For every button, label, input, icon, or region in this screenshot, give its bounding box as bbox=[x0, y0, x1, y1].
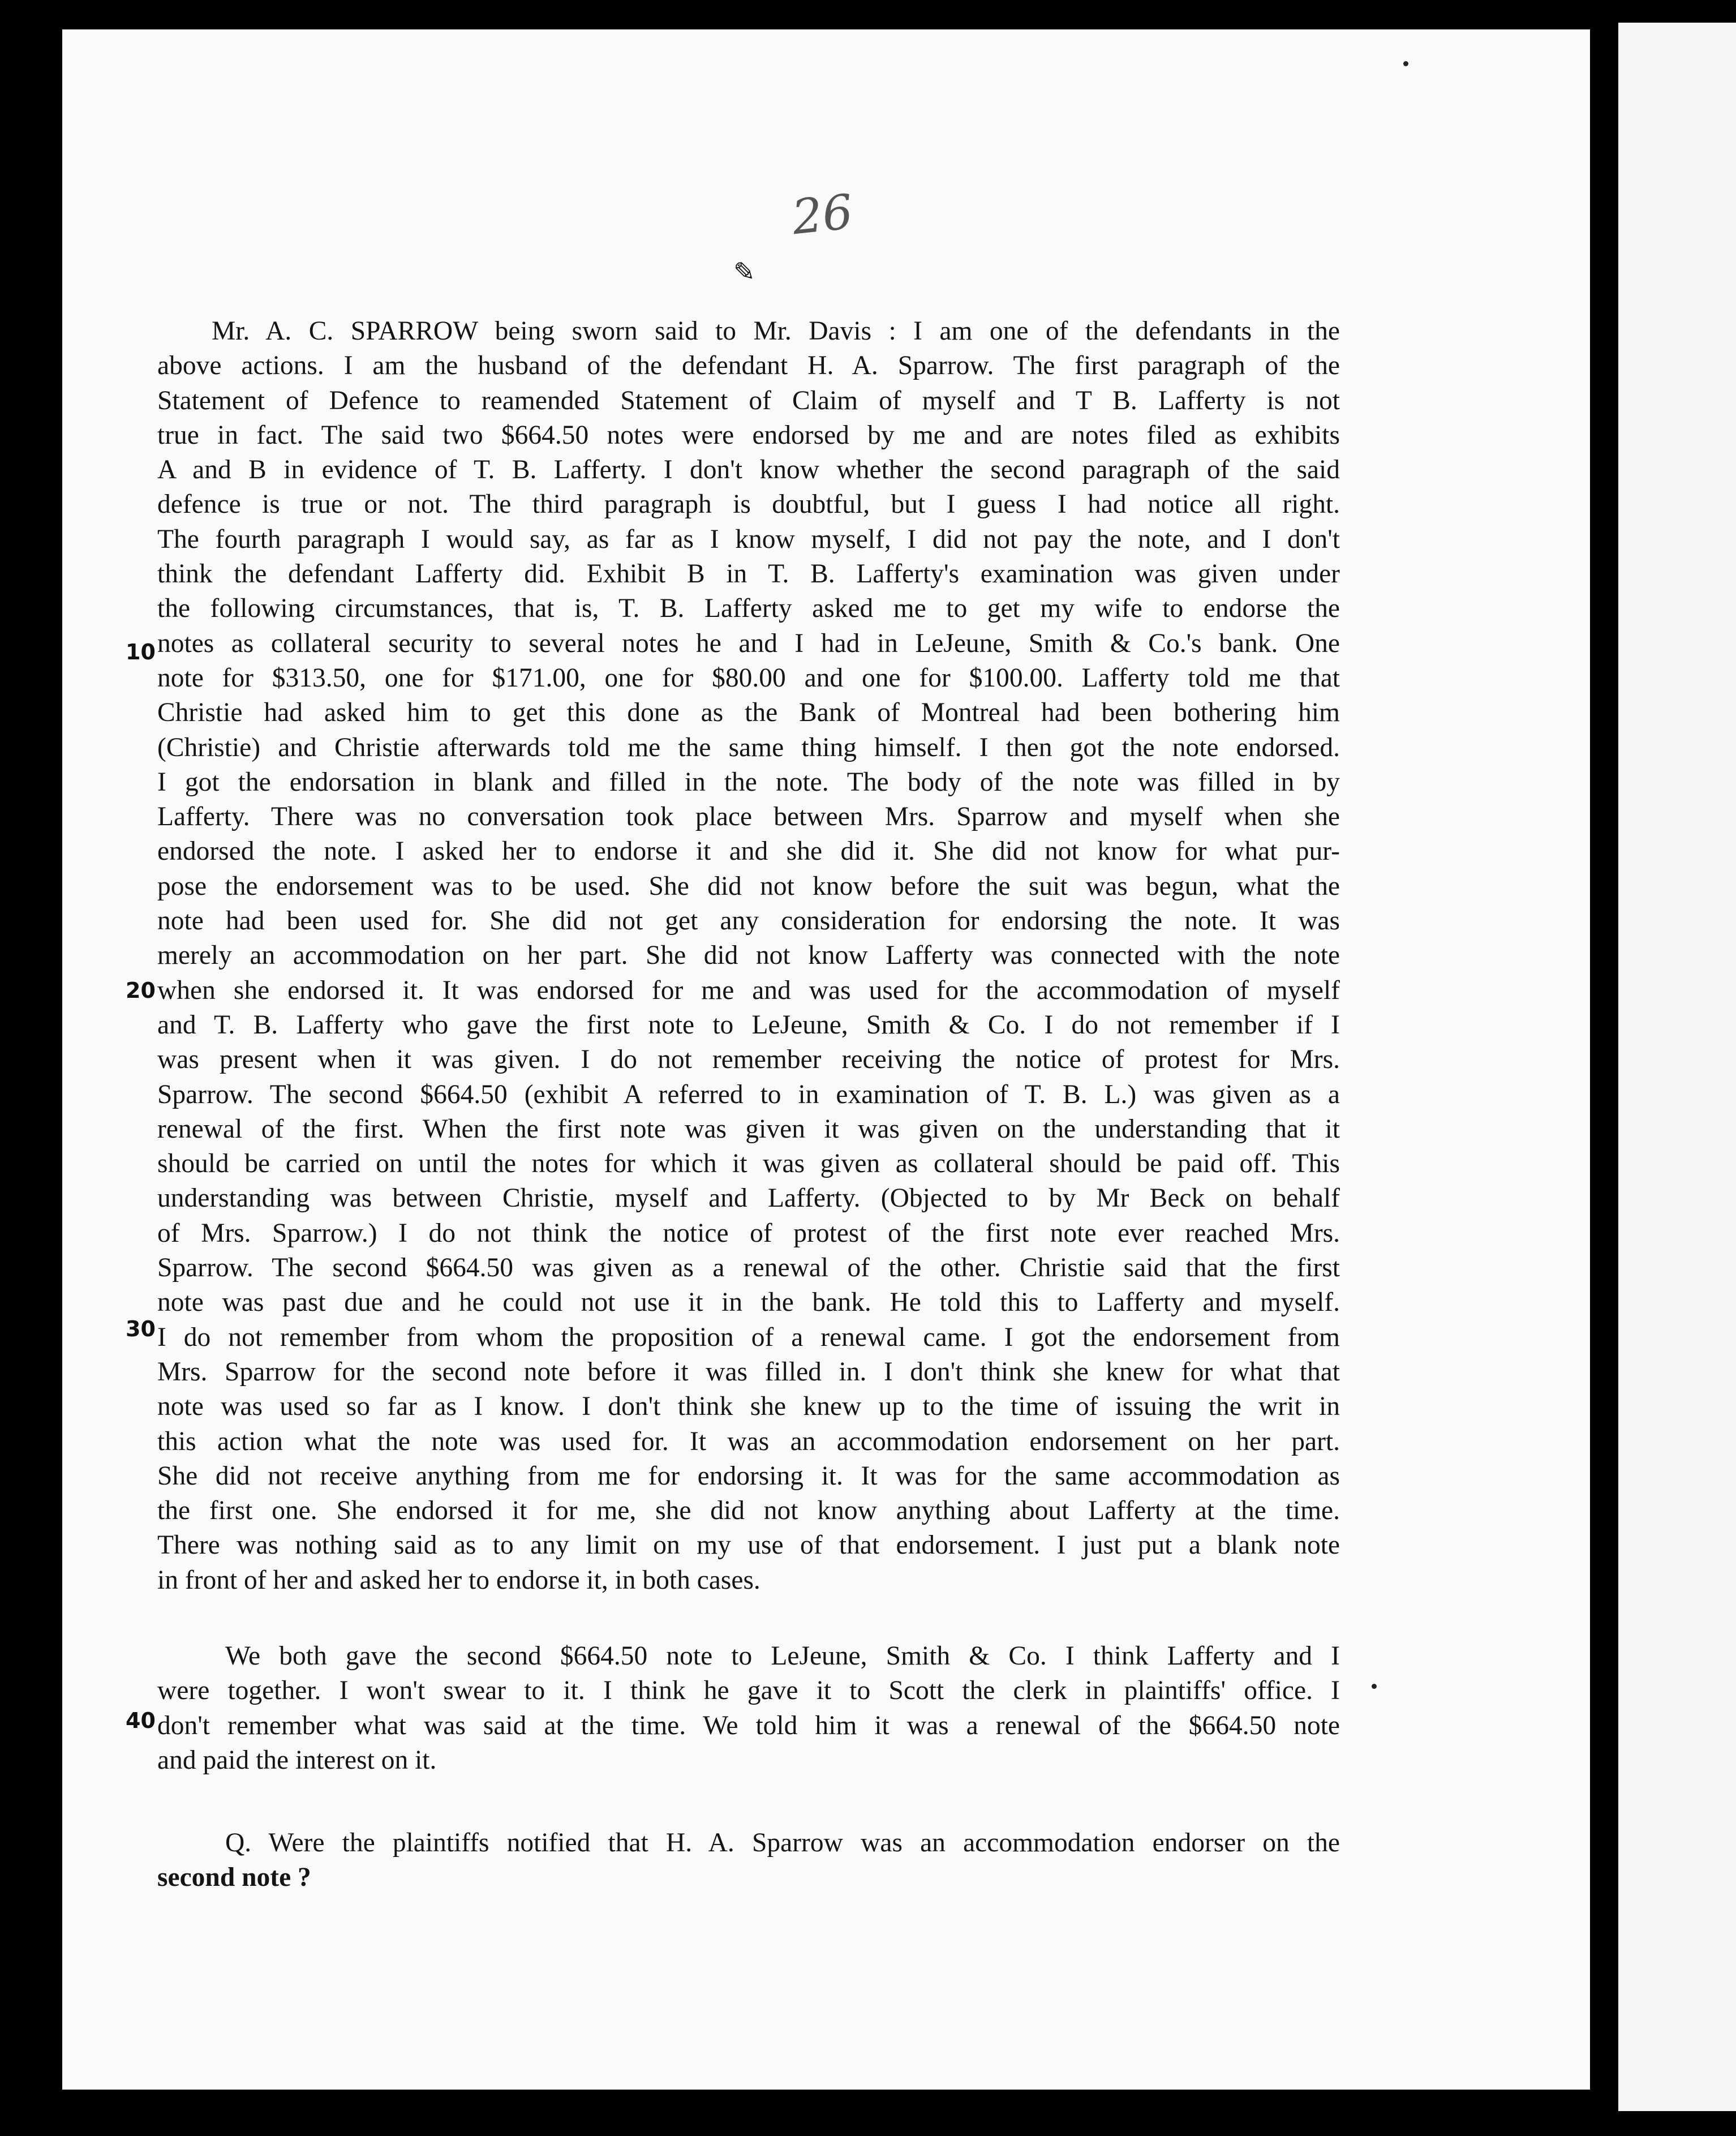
text-line: Sparrow. The second $664.50 (exhibit A referred to in examination of T. B. L.) was given as a bbox=[157, 1079, 1340, 1109]
text-line: and T. B. Lafferty who gave the first note to LeJeune, Smith & Co. I do not remember if I bbox=[157, 1010, 1340, 1040]
margin-dot bbox=[1403, 61, 1408, 66]
adjacent-page-edge bbox=[1618, 23, 1736, 2111]
text-line: understanding was between Christie, myself and Lafferty. (Objected to by Mr Beck on behalf bbox=[157, 1183, 1340, 1213]
text-line: note was past due and he could not use it in the bank. He told this to Lafferty and myself. bbox=[157, 1288, 1340, 1318]
text-line: I do not remember from whom the proposition of a renewal came. I got the endorsement from bbox=[157, 1322, 1340, 1352]
page-number: 26 bbox=[789, 183, 856, 246]
text-line: I got the endorsation in blank and filled in the note. The body of the note was filled in by bbox=[157, 767, 1340, 797]
line-number-30: 30 bbox=[126, 1316, 156, 1341]
text-line: Mrs. Sparrow for the second note before it was filled in. I don't think she knew for what that bbox=[157, 1357, 1340, 1387]
text-line: Sparrow. The second $664.50 was given as a renewal of the other. Christie said that the first bbox=[157, 1253, 1340, 1283]
text-line: and paid the interest on it. bbox=[157, 1745, 437, 1775]
text-line: note had been used for. She did not get any consideration for endorsing the note. It was bbox=[157, 906, 1340, 936]
testimony-paragraph-2 bbox=[157, 1639, 1340, 1778]
text-line: pose the endorsement was to be used. She did not know before the suit was begun, what the bbox=[157, 871, 1340, 901]
text-line: true in fact. The said two $664.50 notes were endorsed by me and are notes filed as exhibits bbox=[157, 420, 1340, 450]
text-line: merely an accommodation on her part. She did not know Lafferty was connected with the note bbox=[157, 941, 1340, 971]
text-line: the first one. She endorsed it for me, she did not know anything about Lafferty at the time. bbox=[157, 1496, 1340, 1526]
text-line: were together. I won't swear to it. I think he gave it to Scott the clerk in plaintiffs' office. I bbox=[157, 1676, 1340, 1706]
text-line: endorsed the note. I asked her to endorse it and she did it. She did not know for what pur- bbox=[157, 837, 1340, 867]
text-line: renewal of the first. When the first note was given it was given on the understanding that it bbox=[157, 1114, 1340, 1144]
text-line: should be carried on until the notes for which it was given as collateral should be paid off. This bbox=[157, 1149, 1340, 1179]
text-line: Statement of Defence to reamended Statement of Claim of myself and T B. Lafferty is not bbox=[157, 385, 1340, 415]
testimony-paragraph-1 bbox=[157, 314, 1340, 1598]
text-line: the following circumstances, that is, T. B. Lafferty asked me to get my wife to endorse the bbox=[157, 594, 1340, 624]
text-line: The fourth paragraph I would say, as far as I know myself, I did not pay the note, and I don't bbox=[157, 524, 1340, 554]
text-line: don't remember what was said at the time. We told him it was a renewal of the $664.50 note bbox=[157, 1710, 1340, 1740]
text-line: We both gave the second $664.50 note to LeJeune, Smith & Co. I think Lafferty and I bbox=[225, 1641, 1340, 1671]
text-line: think the defendant Lafferty did. Exhibit B in T. B. Lafferty's examination was given under bbox=[157, 559, 1340, 589]
line-number-40: 40 bbox=[126, 1708, 156, 1733]
text-line: note was used so far as I know. I don't think she knew up to the time of issuing the writ in bbox=[157, 1392, 1340, 1422]
text-line: notes as collateral security to several notes he and I had in LeJeune, Smith & Co.'s bank. One bbox=[157, 628, 1340, 658]
text-line: note for $313.50, one for $171.00, one for $80.00 and one for $100.00. Lafferty told me that bbox=[157, 663, 1340, 693]
text-line: Christie had asked him to get this done as the Bank of Montreal had been bothering him bbox=[157, 698, 1340, 728]
line-number-20: 20 bbox=[126, 978, 156, 1003]
text-line: A and B in evidence of T. B. Lafferty. I don't know whether the second paragraph of the said bbox=[157, 455, 1340, 485]
text-line: (Christie) and Christie afterwards told me the same thing himself. I then got the note endorsed. bbox=[157, 732, 1340, 762]
text-line: in front of her and asked her to endorse it, in both cases. bbox=[157, 1565, 760, 1595]
ink-mark: ✎ bbox=[733, 256, 755, 287]
text-line: There was nothing said as to any limit on my use of that endorsement. I just put a blank note bbox=[157, 1530, 1340, 1560]
line-number-10: 10 bbox=[126, 640, 156, 664]
text-line: second note ? bbox=[157, 1863, 311, 1893]
margin-dot bbox=[1372, 1684, 1377, 1689]
text-line: above actions. I am the husband of the defendant H. A. Sparrow. The first paragraph of the bbox=[157, 351, 1340, 381]
text-line: this action what the note was used for. It was an accommodation endorsement on her part. bbox=[157, 1426, 1340, 1456]
text-line: of Mrs. Sparrow.) I do not think the notice of protest of the first note ever reached Mrs. bbox=[157, 1218, 1340, 1248]
text-line: when she endorsed it. It was endorsed for me and was used for the accommodation of myself bbox=[157, 975, 1340, 1005]
text-line: was present when it was given. I do not remember receiving the notice of protest for Mrs. bbox=[157, 1045, 1340, 1075]
text-line: Mr. A. C. SPARROW being sworn said to Mr. Davis : I am one of the defendants in the bbox=[212, 316, 1340, 346]
text-line: She did not receive anything from me for endorsing it. It was for the same accommodation as bbox=[157, 1461, 1340, 1491]
text-line: Lafferty. There was no conversation took place between Mrs. Sparrow and myself when she bbox=[157, 802, 1340, 832]
question-paragraph bbox=[157, 1826, 1340, 1895]
text-line: Q. Were the plaintiffs notified that H. A. Sparrow was an accommodation endorser on the bbox=[225, 1828, 1340, 1858]
text-line: defence is true or not. The third paragraph is doubtful, but I guess I had notice all right. bbox=[157, 490, 1340, 520]
